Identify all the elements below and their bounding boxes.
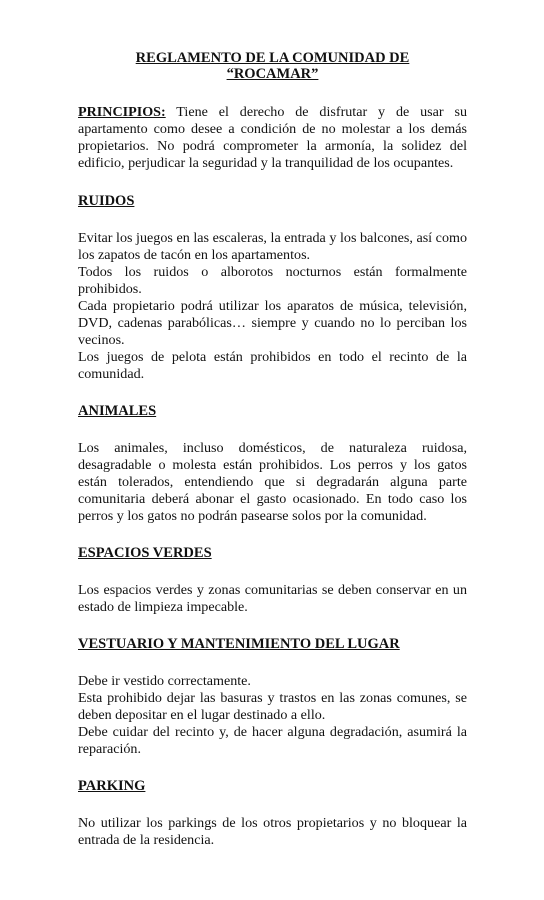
- ruidos-paragraph-4: Los juegos de pelota están prohibidos en todo el recinto de la comunidad.: [78, 349, 467, 382]
- section-heading-parking: PARKING: [78, 778, 146, 794]
- section-heading-animales: ANIMALES: [78, 403, 157, 419]
- ruidos-paragraph-3: Cada propietario podrá utilizar los aparatos de música, televisión, DVD, cadenas parabólicas… siempre y cuando no lo perciban los vecinos.: [78, 298, 467, 348]
- vestuario-paragraph-1: Debe ir vestido correctamente.: [78, 673, 251, 689]
- section-parking: [78, 778, 467, 849]
- animales-paragraph-1: Los animales, incluso domésticos, de naturaleza ruidosa, desagradable o molesta están prohibidos. Los perros y los gatos están tolerados, entendiendo que si degradarán alguna parte comunitaria deberá abonar el gasto ocasionado. En todo caso los perros y los gatos no podrán pasearse solos por la comunidad.: [78, 440, 467, 524]
- section-animales: [78, 403, 467, 525]
- section-heading-ruidos: RUIDOS: [78, 193, 135, 209]
- title-line-1: REGLAMENTO DE LA COMUNIDAD DE: [135, 50, 410, 66]
- principios-text: Tiene el derecho de disfrutar y de usar su apartamento como desee a condición de no molestar a los demás propietarios. No podrá comprometer la armonía, la solidez del edificio, perjudicar la seguridad y la tranquilidad de los ocupantes.: [78, 104, 467, 171]
- section-ruidos: [78, 193, 467, 383]
- section-espacios-verdes: [78, 545, 467, 616]
- document-title: [78, 50, 467, 82]
- vestuario-paragraph-2: Esta prohibido dejar las basuras y trastos en las zonas comunes, se deben depositar en el lugar destinado a ello.: [78, 690, 467, 723]
- section-vestuario: [78, 636, 467, 758]
- section-heading-espacios-verdes: ESPACIOS VERDES: [78, 545, 212, 561]
- ruidos-paragraph-2: Todos los ruidos o alborotos nocturnos están formalmente prohibidos.: [78, 264, 467, 297]
- document-page: [78, 50, 467, 849]
- vestuario-paragraph-3: Debe cuidar del recinto y, de hacer alguna degradación, asumirá la reparación.: [78, 724, 467, 757]
- principios-paragraph: [78, 104, 467, 172]
- ruidos-paragraph-1: Evitar los juegos en las escaleras, la entrada y los balcones, así como los zapatos de tacón en los apartamentos.: [78, 230, 467, 263]
- espacios-verdes-paragraph-1: Los espacios verdes y zonas comunitarias se deben conservar en un estado de limpieza impecable.: [78, 582, 467, 615]
- title-line-2: “ROCAMAR”: [226, 66, 319, 82]
- parking-paragraph-1: No utilizar los parkings de los otros propietarios y no bloquear la entrada de la residencia.: [78, 815, 467, 848]
- section-heading-vestuario: VESTUARIO Y MANTENIMIENTO DEL LUGAR: [78, 636, 400, 652]
- principios-heading: PRINCIPIOS:: [78, 104, 166, 120]
